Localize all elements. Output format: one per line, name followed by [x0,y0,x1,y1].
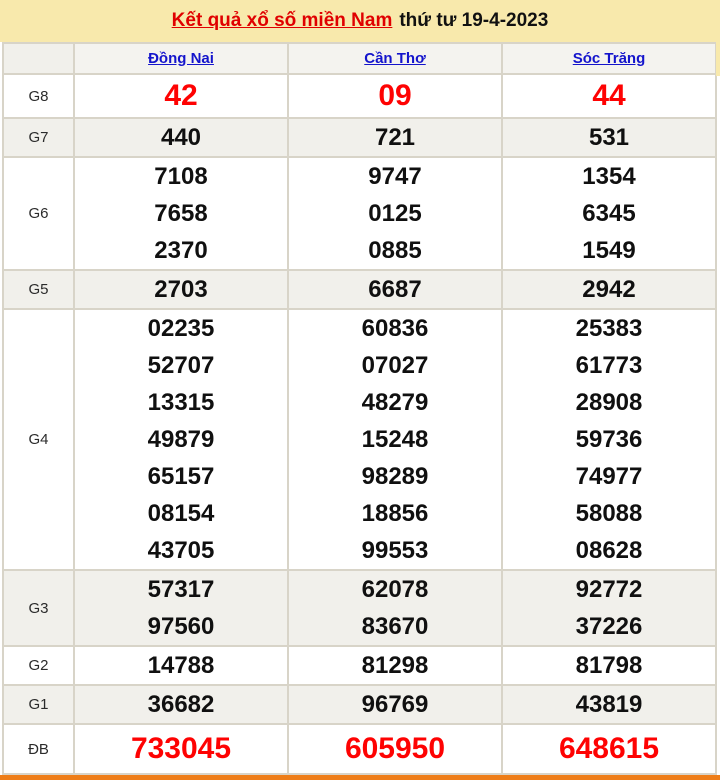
result-number: 52707 [147,352,215,379]
result-number: 531 [588,124,630,151]
result-number: 721 [374,124,416,151]
result-number: 74977 [575,463,643,490]
result-cell [502,309,716,570]
result-number: 59736 [575,426,643,453]
result-number: 1549 [582,237,636,264]
prize-label: G6 [3,157,74,270]
prize-label: G4 [3,309,74,570]
result-number: 37226 [575,613,643,640]
result-cell [74,270,288,309]
result-cell [502,74,716,118]
result-number: 15248 [361,426,429,453]
result-cell [74,724,288,774]
result-number: 28908 [575,389,643,416]
result-cell [74,157,288,270]
column-header-row [3,43,716,74]
prize-row-G1 [3,685,716,724]
result-number: 08154 [147,500,215,527]
prize-row-DB [3,724,716,774]
result-cell [502,724,716,774]
result-number: 605950 [344,732,446,765]
province-link[interactable]: Cần Thơ [364,49,426,67]
prize-label: ĐB [3,724,74,774]
result-number: 57317 [147,576,215,603]
result-number: 440 [160,124,202,151]
result-number: 92772 [575,576,643,603]
result-cell [74,309,288,570]
result-cell [502,685,716,724]
result-number: 648615 [558,732,660,765]
result-cell [288,74,502,118]
prize-row-G4 [3,309,716,570]
province-header [288,43,502,74]
prize-label: G2 [3,646,74,685]
results-title-date: thứ tư 19-4-2023 [399,10,549,31]
result-cell [288,570,502,646]
prize-label: G5 [3,270,74,309]
result-number: 0125 [368,200,422,227]
result-number: 2703 [154,276,208,303]
result-cell [288,646,502,685]
result-number: 9747 [368,163,422,190]
result-number: 07027 [361,352,429,379]
result-number: 97560 [147,613,215,640]
prize-row-G5 [3,270,716,309]
province-header [502,43,716,74]
result-cell [74,685,288,724]
province-header [74,43,288,74]
prize-row-G8 [3,74,716,118]
prize-label: G8 [3,74,74,118]
result-number: 14788 [147,652,215,679]
result-number: 6345 [582,200,636,227]
result-cell [74,646,288,685]
result-number: 49879 [147,426,215,453]
result-number: 13315 [147,389,215,416]
result-number: 08628 [575,537,643,564]
result-number: 02235 [147,315,215,342]
result-number: 2370 [154,237,208,264]
result-cell [288,685,502,724]
result-number: 18856 [361,500,429,527]
result-cell [74,74,288,118]
result-cell [288,309,502,570]
prize-row-G7 [3,118,716,157]
result-number: 09 [378,79,412,112]
prize-row-G6 [3,157,716,270]
result-number: 62078 [361,576,429,603]
prize-label: G1 [3,685,74,724]
result-cell [502,157,716,270]
result-number: 43705 [147,537,215,564]
result-cell [74,570,288,646]
result-number: 81798 [575,652,643,679]
result-cell [502,646,716,685]
results-table [2,42,717,775]
prize-row-G3 [3,570,716,646]
result-cell [288,724,502,774]
result-number: 1354 [582,163,636,190]
result-number: 48279 [361,389,429,416]
result-number: 58088 [575,500,643,527]
background-strip [716,42,720,76]
prize-label: G7 [3,118,74,157]
result-cell [502,270,716,309]
result-cell [288,157,502,270]
result-number: 96769 [361,691,429,718]
result-number: 42 [164,79,198,112]
result-number: 36682 [147,691,215,718]
result-cell [288,118,502,157]
result-cell [502,570,716,646]
result-number: 60836 [361,315,429,342]
result-number: 83670 [361,613,429,640]
result-number: 99553 [361,537,429,564]
result-number: 65157 [147,463,215,490]
result-number: 2942 [582,276,636,303]
result-number: 7108 [154,163,208,190]
result-number: 98289 [361,463,429,490]
province-link[interactable]: Đồng Nai [148,49,214,67]
result-number: 25383 [575,315,643,342]
bottom-divider [0,775,720,780]
results-title-link[interactable]: Kết quả xổ số miền Nam [171,10,393,31]
result-cell [502,118,716,157]
result-number: 0885 [368,237,422,264]
prize-label: G3 [3,570,74,646]
prize-row-G2 [3,646,716,685]
province-link[interactable]: Sóc Trăng [572,49,646,67]
result-cell [288,270,502,309]
corner-cell [3,43,74,74]
result-number: 43819 [575,691,643,718]
result-number: 81298 [361,652,429,679]
title-bar [0,0,720,42]
result-number: 6687 [368,276,422,303]
result-cell [74,118,288,157]
result-number: 733045 [130,732,232,765]
result-number: 61773 [575,352,643,379]
result-number: 7658 [154,200,208,227]
result-number: 44 [592,79,626,112]
